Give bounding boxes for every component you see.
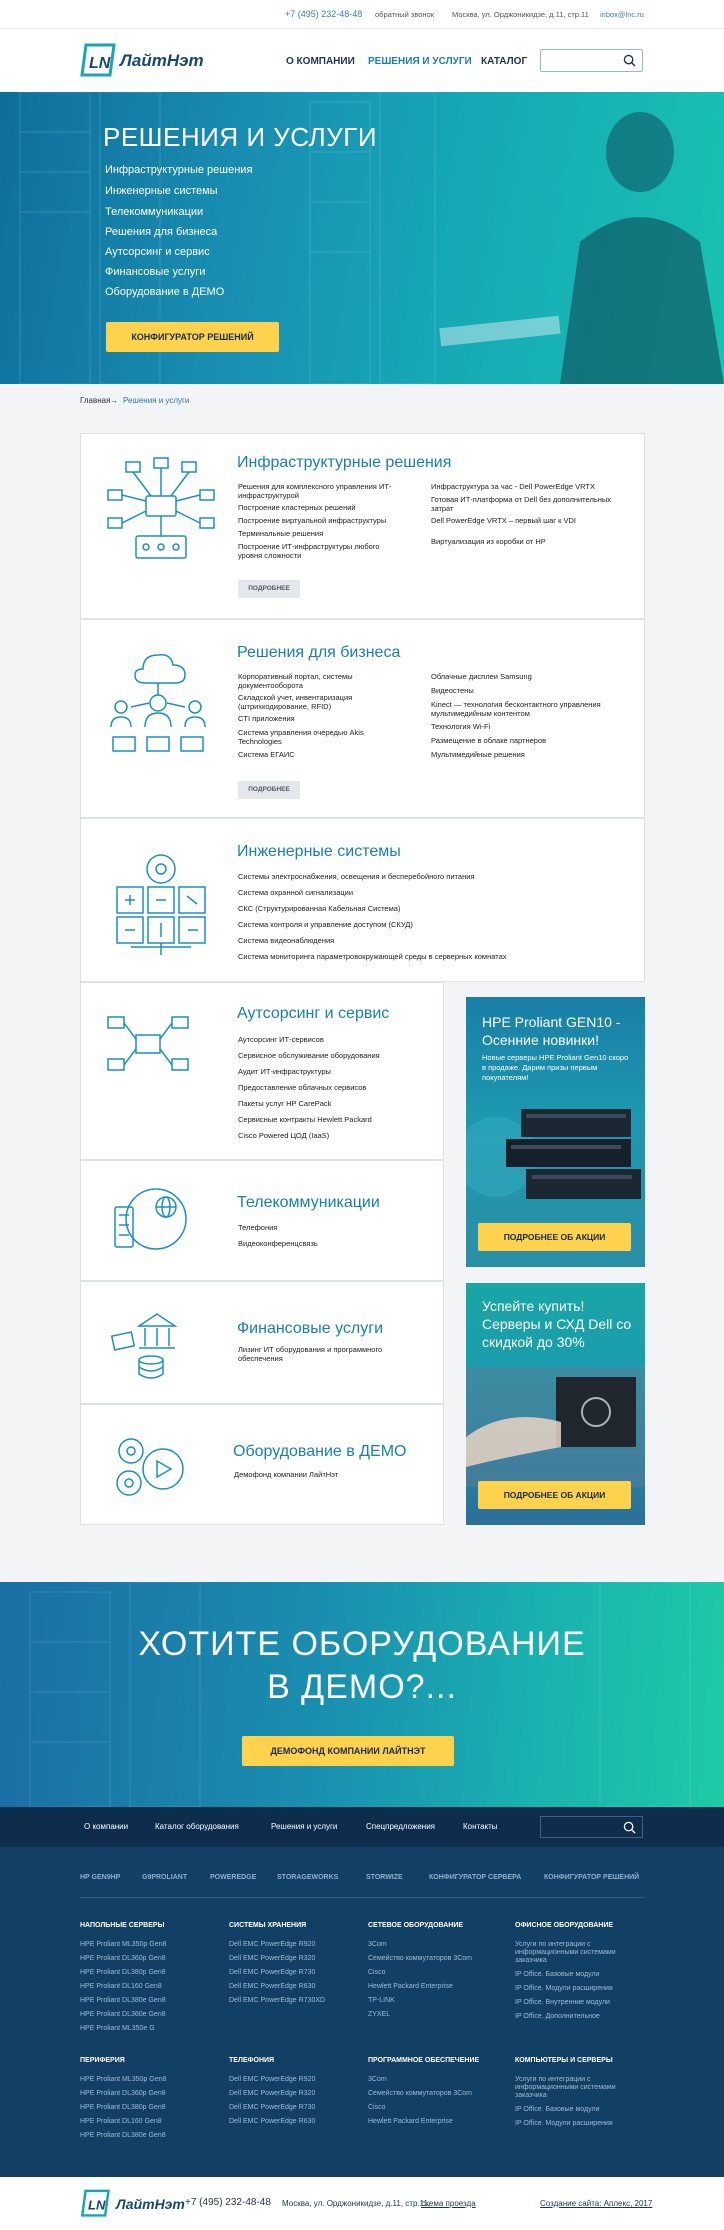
outsourcing-item[interactable]: Cisco Powered ЦОД (IaaS) [238, 1131, 330, 1140]
site-credit-link[interactable]: Создание сайта: Аплекс, 2017 [540, 2199, 653, 2208]
nav-catalog[interactable]: КАТАЛОГ [481, 56, 528, 67]
footer-link[interactable]: HPE Proliant ML350e G [80, 2025, 155, 2032]
footer-link[interactable]: 3Com [368, 1941, 387, 1948]
promo-dell[interactable] [466, 1283, 645, 1525]
promo-hpe[interactable] [466, 997, 645, 1267]
footer-nav-catalog[interactable]: Каталог оборудования [155, 1822, 239, 1831]
footer-logo-text: ЛайтНэт [116, 2196, 185, 2212]
footer-logo-mark-icon [80, 2186, 114, 2222]
section-outsourcing [80, 982, 444, 1160]
footer-link[interactable]: Hewlett Packard Enterprise [368, 2118, 453, 2125]
outsourcing-item[interactable]: Аутсорсинг ИТ-сервисов [238, 1035, 324, 1044]
outsourcing-item[interactable]: Сервисное обслуживание оборудования [238, 1051, 380, 1060]
outsourcing-title[interactable]: Аутсорсинг и сервис [237, 1005, 390, 1022]
promo-dell-title: Успейте купить! Серверы и СХД Dell со скидкой до 30% [482, 1298, 632, 1350]
footer-nav-offers[interactable]: Спецпредложения [366, 1822, 435, 1831]
promo-dell-button[interactable]: ПОДРОБНЕЕ ОБ АКЦИИ [478, 1481, 631, 1509]
map-link[interactable]: схема проезда [421, 2199, 476, 2208]
business-item[interactable]: Складской учет, инвентаризация (штрихкодирование, RFID) [238, 693, 353, 711]
footer-col-heading[interactable]: СИСТЕМЫ ХРАНЕНИЯ [229, 1922, 307, 1929]
footer-link[interactable]: информационными системами [515, 1949, 616, 1956]
brand-link[interactable]: G9PROLIANT [142, 1874, 188, 1881]
bottom-bar [0, 2177, 724, 2230]
hero-link-outsourcing[interactable]: Аутсорсинг и сервис [105, 246, 210, 258]
promo-hpe-button[interactable]: ПОДРОБНЕЕ ОБ АКЦИИ [478, 1223, 631, 1251]
hero-link-infra[interactable]: Инфраструктурные решения [105, 164, 253, 176]
footer-link[interactable]: HPE Proliant DL160 Gen8 [80, 2118, 162, 2125]
infra-item[interactable]: Построение кластерных решений [238, 503, 356, 512]
business-item[interactable]: Мультимедийные решения [431, 750, 525, 759]
footer-link[interactable]: заказчика [515, 2092, 547, 2099]
outsourcing-item[interactable]: Предоставление облачных сервисов [238, 1083, 367, 1092]
infra-item[interactable]: Виртуализация из коробки от HP [431, 537, 546, 546]
svg-text:LN: LN [89, 55, 111, 72]
finance-title[interactable]: Финансовые услуги [237, 1320, 384, 1337]
footer-link[interactable]: Семейство коммутаторов 3Com [368, 2090, 472, 2097]
footer-link[interactable]: IP Office. Внутренние модули [515, 1999, 610, 2006]
infra-item[interactable]: Инфраструктура за час - Dell PowerEdge VRTX [431, 482, 595, 491]
svg-text:LN: LN [88, 2197, 106, 2213]
footer-link[interactable]: Dell EMC PowerEdge R730 [229, 1969, 316, 1976]
engineering-item[interactable]: Система охранной сигнализации [238, 888, 354, 897]
footer-nav-contacts[interactable]: Контакты [463, 1822, 498, 1831]
section-infra [80, 433, 645, 619]
footer-search-icon[interactable] [623, 1821, 636, 1834]
footer-col-heading[interactable]: СЕТЕВОЕ ОБОРУДОВАНИЕ [368, 1922, 464, 1929]
infra-item[interactable]: Терминальные решения [238, 529, 324, 538]
footer-link[interactable]: HPE Proliant DL360p Gen8 [80, 2090, 166, 2097]
footer-link[interactable]: IP Office. Базовые модули [515, 2106, 600, 2113]
breadcrumb-current: Решения и услуги [123, 396, 190, 405]
engineering-gear-icon [111, 847, 211, 957]
footer-link[interactable]: TP-LINK [368, 1997, 395, 2004]
engineering-item[interactable]: Система контроля и управление доступом (СКУД) [238, 920, 413, 929]
bottom-address: Москва, ул. Орджоникидзе, д.11, стр.11, [282, 2199, 431, 2208]
demo-title[interactable]: Оборудование в ДЕМО [233, 1443, 407, 1460]
footer-link[interactable]: Dell EMC PowerEdge R320 [229, 1955, 316, 1962]
footer-link[interactable]: Dell EMC PowerEdge R920 [229, 2076, 316, 2083]
footer-col-heading[interactable]: КОМПЬЮТЕРЫ И СЕРВЕРЫ [515, 2057, 613, 2064]
hero-link-telecom[interactable]: Телекоммуникации [105, 206, 204, 218]
footer-link[interactable]: HPE Proliant DL380e Gen8 [80, 1997, 166, 2004]
header [0, 28, 724, 92]
footer-link[interactable]: Cisco [368, 2104, 386, 2111]
footer-link[interactable]: HPE Proliant DL160 Gen8 [80, 1983, 162, 1990]
nav-about[interactable]: О КОМПАНИИ [286, 56, 355, 67]
section-demo [80, 1404, 444, 1525]
business-item[interactable]: Видеостены [431, 686, 474, 695]
demo-banner-line1: ХОТИТЕ ОБОРУДОВАНИЕ [138, 1625, 586, 1663]
business-item[interactable]: Система ЕГАИС [238, 750, 295, 759]
brand-link[interactable]: POWEREDGE [210, 1874, 257, 1881]
footer-col-heading[interactable]: ПЕРИФЕРИЯ [80, 2057, 125, 2064]
search-icon[interactable] [623, 54, 636, 67]
section-telecom [80, 1160, 444, 1281]
demo-gears-icon [109, 1427, 189, 1507]
telecom-item[interactable]: Телефония [238, 1223, 278, 1232]
footer-link[interactable]: HPE Proliant DL380p Gen8 [80, 1969, 166, 1976]
footer-link[interactable]: HPE Proliant DL380e Gen8 [80, 2132, 166, 2139]
telecom-title[interactable]: Телекоммуникации [237, 1194, 380, 1211]
brand-link[interactable]: КОНФИГУРАТОР РЕШЕНИЙ [544, 1874, 640, 1881]
footer [0, 1847, 724, 2177]
section-finance [80, 1281, 444, 1404]
finance-item[interactable]: Лизинг ИТ оборудования и программного обеспечения [238, 1345, 383, 1363]
bottom-phone[interactable]: +7 (495) 232-48-48 [185, 2197, 271, 2208]
telecom-globe-icon [111, 1181, 191, 1261]
demofund-button[interactable]: ДЕМОФОНД КОМПАНИИ ЛАЙТНЭТ [242, 1736, 454, 1766]
footer-nav-solutions[interactable]: Решения и услуги [271, 1822, 338, 1831]
nav-solutions[interactable]: РЕШЕНИЯ И УСЛУГИ [368, 56, 472, 67]
footer-link[interactable]: Услуги по интеграции с [515, 2076, 591, 2083]
engineering-item[interactable]: Система видеонаблюдения [238, 936, 335, 945]
brand-link[interactable]: HP GEN9HP [80, 1874, 121, 1881]
infra-item[interactable]: Готовая ИТ-платформа от Dell без дополнительных затрат [431, 495, 612, 513]
callback-link[interactable]: обратный звонок [375, 10, 434, 19]
top-address: Москва, ул. Орджоникидзе, д.11, стр.11 [452, 10, 589, 19]
footer-link[interactable]: HPE Proliant DL360p Gen8 [80, 1955, 166, 1962]
hero-link-business[interactable]: Решения для бизнеса [105, 226, 218, 238]
server-image [466, 1097, 645, 1217]
hero-link-demo[interactable]: Оборудование в ДЕМО [105, 286, 225, 298]
footer-link[interactable]: 3Com [368, 2076, 387, 2083]
engineering-title[interactable]: Инженерные системы [237, 843, 401, 860]
top-phone[interactable]: +7 (495) 232-48-48 [285, 9, 363, 19]
business-item[interactable]: Корпоративный портал, системы документооборота [238, 672, 353, 690]
footer-link[interactable]: Dell EMC PowerEdge R730XD [229, 1997, 326, 2004]
business-item[interactable]: CTI приложения [238, 714, 295, 723]
footer-link[interactable]: HPE Proliant ML350p Gen8 [80, 1941, 167, 1948]
hero-title: РЕШЕНИЯ И УСЛУГИ [103, 122, 378, 152]
footer-logo[interactable] [80, 2186, 190, 2222]
footer-link[interactable]: IP Office. Модули расширения [515, 2120, 613, 2127]
top-email[interactable]: inbox@lnc.ru [600, 10, 644, 19]
outsourcing-network-icon [106, 1015, 191, 1075]
logo-text: ЛайтНэт [120, 51, 204, 70]
hero-link-finance[interactable]: Финансовые услуги [105, 266, 206, 278]
footer-link[interactable]: HPE Proliant DL360e Gen8 [80, 2011, 166, 2018]
footer-search-box[interactable] [540, 1816, 643, 1838]
telecom-item[interactable]: Видеоконференцсвязь [238, 1239, 318, 1248]
demo-item[interactable]: Демофонд компании ЛайтНэт [234, 1470, 339, 1479]
footer-divider [80, 1897, 645, 1898]
business-title[interactable]: Решения для бизнеса [237, 644, 401, 661]
footer-link[interactable]: IP Office. Базовые модули [515, 1971, 600, 1978]
footer-link[interactable]: Семейство коммутаторов 3Com [368, 1955, 472, 1962]
logo-mark-icon [80, 39, 120, 83]
footer-nav [0, 1807, 724, 1847]
infra-network-icon [106, 456, 216, 566]
logo[interactable] [80, 39, 230, 83]
demo-banner-line2: В ДЕМО?... [267, 1668, 457, 1706]
outsourcing-item[interactable]: Аудит ИТ-инфраструктуры [238, 1067, 331, 1076]
brand-link[interactable]: КОНФИГУРАТОР СЕРВЕРА [429, 1874, 522, 1881]
brand-link[interactable]: STORAGEWORKS [277, 1874, 339, 1881]
footer-col-heading[interactable]: ТЕЛЕФОНИЯ [229, 2057, 275, 2064]
footer-link[interactable]: Dell EMC PowerEdge R630 [229, 2118, 316, 2125]
breadcrumb-separator: → [110, 396, 118, 405]
infra-item[interactable]: Решения для комплексного управления ИТ-инфраструктурой [238, 482, 392, 500]
footer-link[interactable]: IP Office. Дополнительное [515, 2013, 600, 2020]
engineering-item[interactable]: СКС (Структурированная Кабельная Система) [238, 904, 401, 913]
infra-item[interactable]: Построение ИТ-инфраструктуры любого уровня сложности [238, 542, 380, 560]
footer-nav-about[interactable]: О компании [84, 1822, 129, 1831]
outsourcing-item[interactable]: Сервисные контракты Hewlett Packard [238, 1115, 372, 1124]
business-item[interactable]: Технология Wi-Fi [431, 722, 491, 731]
section-engineering [80, 818, 645, 982]
promo-hpe-subtitle: Новые серверы HPE Proliant Gen10 скоро в продаже. Дарим призы первым покупателям! [482, 1053, 629, 1082]
footer-link[interactable]: Cisco [368, 1969, 386, 1976]
engineering-item[interactable]: Система мониторинга параметровокружающей среды в серверных комнатах [238, 952, 507, 961]
infra-item[interactable]: Dell PowerEdge VRTX – первый шаг к VDI [431, 516, 576, 525]
footer-link[interactable]: HPE Proliant ML350p Gen8 [80, 2076, 167, 2083]
footer-link[interactable]: Услуги по интеграции с [515, 1941, 591, 1948]
footer-link[interactable]: ZYXEL [368, 2011, 391, 2018]
business-item[interactable]: Kinect — технология бесконтактного управления мультимедийным контентом [431, 700, 601, 718]
section-business [80, 619, 645, 818]
outsourcing-item[interactable]: Пакеты услуг HP CarePack [238, 1099, 332, 1108]
promo-hpe-title: HPE Proliant GEN10 - Осенние новинки! [482, 1014, 621, 1048]
dell-server-image [466, 1367, 645, 1487]
footer-link[interactable]: HPE Proliant DL380p Gen8 [80, 2104, 166, 2111]
infra-title[interactable]: Инфраструктурные решения [237, 454, 452, 471]
search-input[interactable] [545, 51, 623, 71]
business-more-button[interactable]: ПОДРОБНЕЕ [238, 781, 300, 799]
footer-link[interactable]: Dell EMC PowerEdge R320 [229, 2090, 316, 2097]
infra-more-button[interactable]: ПОДРОБНЕЕ [238, 580, 300, 598]
footer-link[interactable]: заказчика [515, 1957, 547, 1964]
footer-col-heading[interactable]: ОФИСНОЕ ОБОРУДОВАНИЕ [515, 1922, 614, 1929]
footer-link[interactable]: IP Office. Модули расширения [515, 1985, 613, 1992]
business-item[interactable]: Размещение в облаке партнеров [431, 736, 547, 745]
finance-bank-icon [109, 1308, 189, 1383]
footer-link[interactable]: Dell EMC PowerEdge R630 [229, 1983, 316, 1990]
top-bar [0, 0, 724, 28]
search-box[interactable] [540, 49, 643, 72]
footer-link[interactable]: Hewlett Packard Enterprise [368, 1983, 453, 1990]
footer-link[interactable]: Dell EMC PowerEdge R920 [229, 1941, 316, 1948]
configurator-button[interactable]: КОНФИГУРАТОР РЕШЕНИЙ [106, 322, 279, 352]
footer-link[interactable]: Dell EMC PowerEdge R730 [229, 2104, 316, 2111]
business-cloud-icon [103, 645, 213, 760]
footer-link[interactable]: информационными системами [515, 2084, 616, 2091]
footer-col-heading[interactable]: НАПОЛЬНЫЕ СЕРВЕРЫ [80, 1922, 165, 1929]
infra-item[interactable]: Построение виртуальной инфраструктуры [238, 516, 387, 525]
hero-link-engineering[interactable]: Инженерные системы [105, 185, 218, 197]
business-item[interactable]: Облачные дисплеи Samsung [431, 672, 532, 681]
footer-col-heading[interactable]: ПРОГРАММНОЕ ОБЕСПЕЧЕНИЕ [368, 2057, 480, 2064]
breadcrumb-home[interactable]: Главная [80, 396, 111, 405]
engineering-item[interactable]: Системы электроснабжения, освещения и бесперебойного питания [238, 872, 475, 881]
brand-link[interactable]: STORWIZE [366, 1874, 403, 1881]
business-item[interactable]: Система управления очередью Akis Technologies [238, 728, 364, 746]
